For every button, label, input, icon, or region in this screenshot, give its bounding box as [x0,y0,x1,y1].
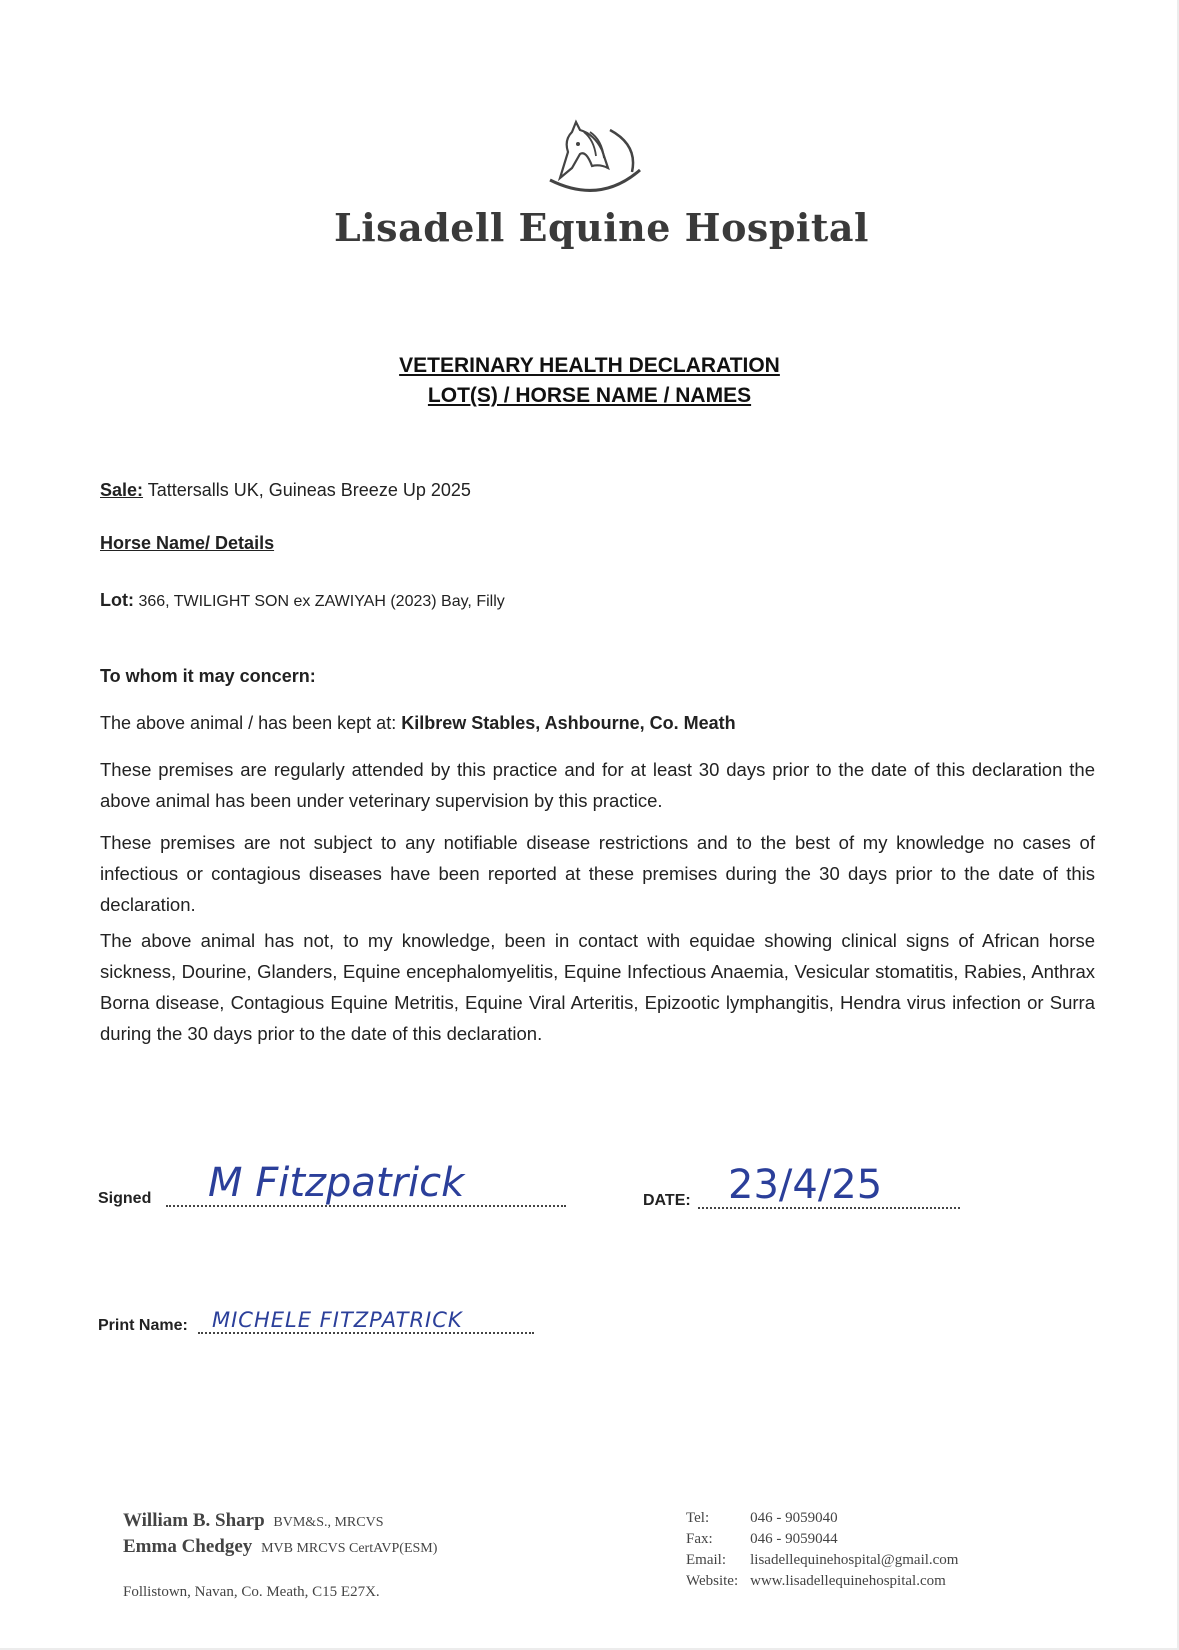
salutation: To whom it may concern: [100,666,316,686]
paragraph-contact: The above animal has not, to my knowledge, been in contact with equidae showing clinical signs of African horse sickness, Dourine, Glanders, Equine encephalomyelitis, Equine Infectious Anaemia, Vesicular stomatitis, Rabies, Anthrax Borna disease, Contagious Equine Metritis, Equine Viral Arteritis, Epizootic lymphangitis, Hendra virus infection or Surra during the 30 days prior to the date of this declaration. [100,930,1095,1044]
date-value: 23/4/25 [728,1162,883,1208]
footer-vets [123,1510,437,1601]
website-label: Website: [686,1573,739,1589]
kept-at-location: Kilbrew Stables, Ashbourne, Co. Meath [401,713,736,733]
footer-contact [686,1508,970,1592]
declaration-subtitle: LOT(S) / HORSE NAME / NAMES [427,384,752,407]
tel-value: 046 - 9059040 [750,1510,838,1526]
signed-label: Signed [98,1190,152,1207]
fax-value: 046 - 9059044 [750,1531,838,1547]
email-label: Email: [686,1552,726,1568]
paragraph-restrictions: These premises are not subject to any notifiable disease restrictions and to the best of my knowledge no cases of infectious or contagious diseases have been reported at these premises during the 30 days prior to the date of this declaration. [100,832,1095,915]
sale-label: Sale: [100,480,144,500]
footer-address: Follistown, Navan, Co. Meath, C15 E27X. [123,1584,380,1600]
lot-line [100,590,505,611]
vet-2-quals: MVB MRCVS CertAVP(ESM) [261,1541,438,1556]
declaration-title: VETERINARY HEALTH DECLARATION [399,354,780,377]
vet-2 [123,1536,437,1558]
sale-line [100,480,471,501]
vet-1 [123,1510,437,1532]
website-row [686,1571,970,1592]
lot-value: 366, TWILIGHT SON ex ZAWIYAH (2023) Bay, Filly [138,593,505,610]
email-row [686,1550,970,1571]
vet-1-name: William B. Sharp [123,1510,265,1531]
website-value[interactable]: www.lisadellequinehospital.com [750,1573,946,1589]
tel-label: Tel: [686,1510,710,1526]
print-name-line [198,1332,534,1334]
vet-1-quals: BVM&S., MRCVS [273,1515,384,1530]
kept-at-line [100,713,736,734]
print-name-label: Print Name: [98,1317,188,1334]
sale-value: Tattersalls UK, Guineas Breeze Up 2025 [147,480,471,500]
vet-2-name: Emma Chedgey [123,1536,253,1557]
signature: M Fitzpatrick [208,1160,465,1206]
kept-at-prefix: The above animal / has been kept at: [100,713,397,733]
lot-label: Lot: [100,590,134,610]
hospital-name: Lisadell Equine Hospital [334,205,869,250]
tel-row [686,1508,970,1529]
horse-details-heading: Horse Name/ Details [100,533,275,553]
horse-head-icon [530,110,660,210]
fax-label: Fax: [686,1531,713,1547]
email-value[interactable]: lisadellequinehospital@gmail.com [750,1552,959,1568]
paragraph-supervision: These premises are regularly attended by this practice and for at least 30 days prior to the date of this declaration the above animal has been under veterinary supervision by this practice. [100,759,1095,811]
fax-row [686,1529,970,1550]
date-label: DATE: [643,1192,691,1209]
print-name-value: MICHELE FITZPATRICK [212,1308,463,1332]
